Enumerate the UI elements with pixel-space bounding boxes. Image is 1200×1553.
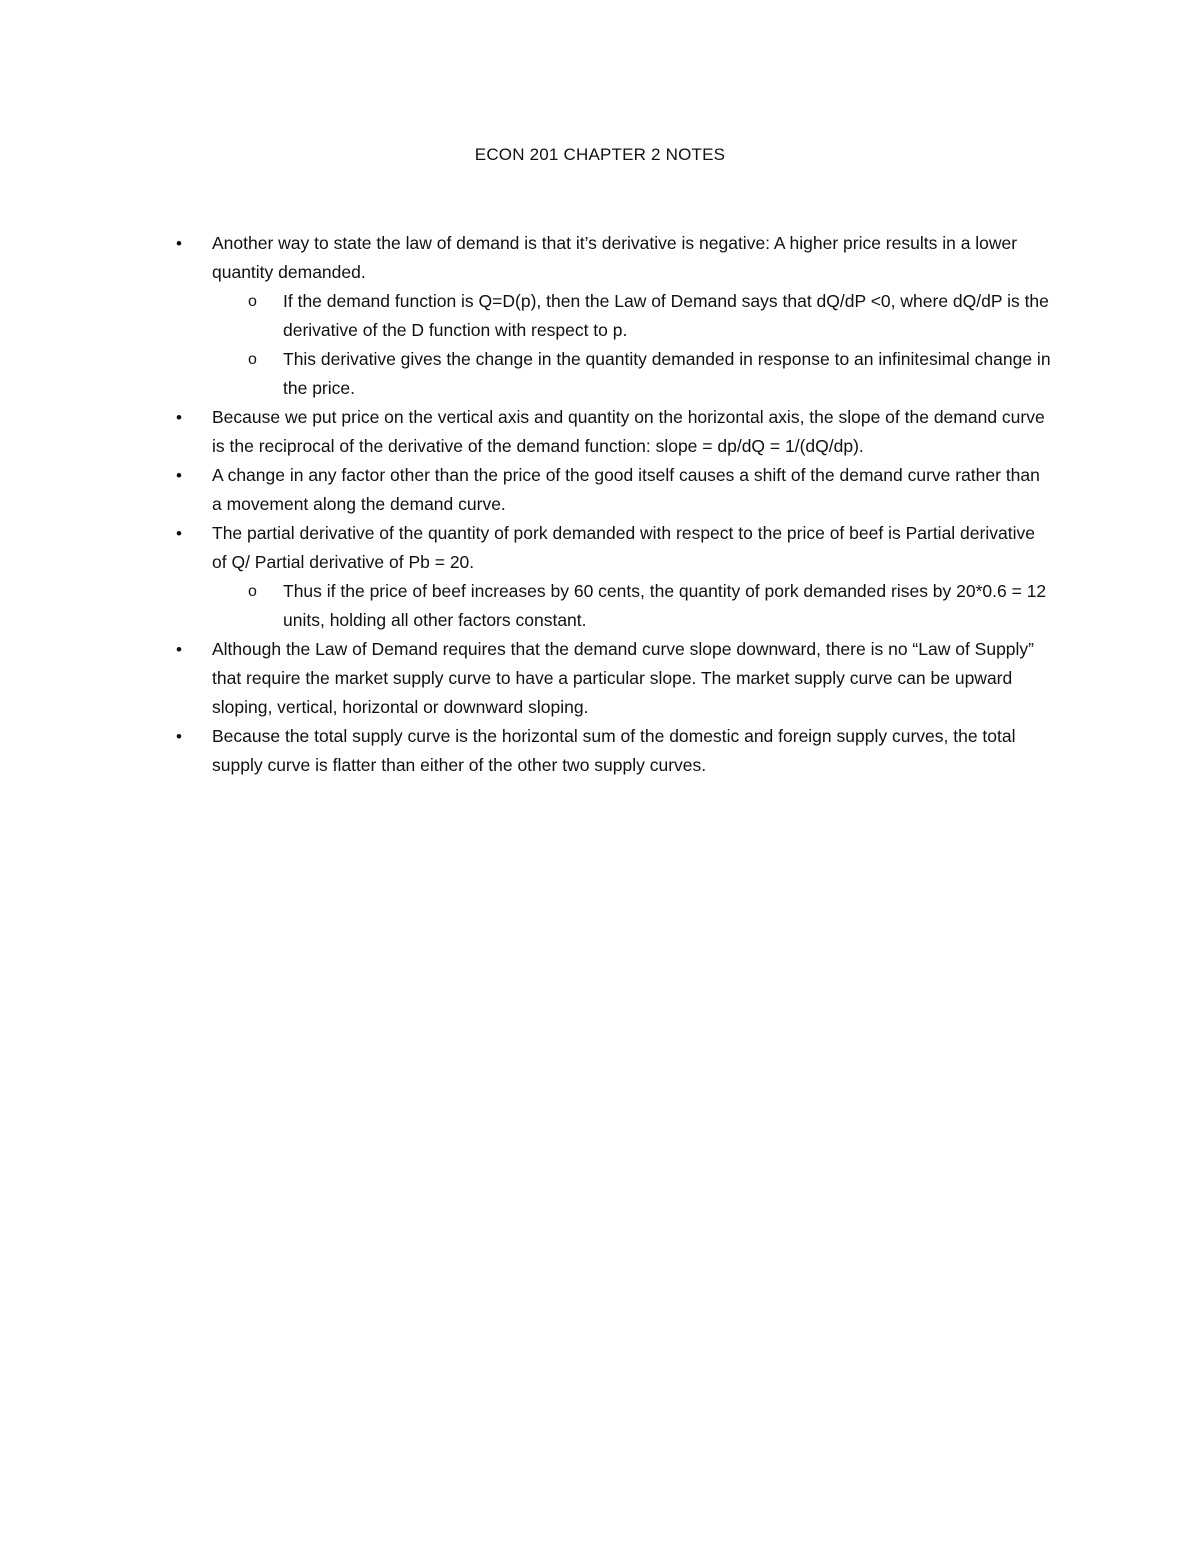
bullet-icon: • xyxy=(176,408,182,427)
sub-bullet-icon: o xyxy=(248,583,257,600)
list-item-text: The partial derivative of the quantity of pork demanded with respect to the price of beef is Partial derivative of Q/ Partial derivative of Pb = 20. xyxy=(212,523,1035,572)
sub-list-item-text: Thus if the price of beef increases by 60 cents, the quantity of pork demanded rises by 20*0.6 = 12 units, holding all other factors constant. xyxy=(283,581,1047,630)
bullet-icon: • xyxy=(176,727,182,746)
list-item xyxy=(0,519,1052,577)
bullet-icon: • xyxy=(176,640,182,659)
list-item-text: A change in any factor other than the price of the good itself causes a shift of the demand curve rather than a movement along the demand curve. xyxy=(212,465,1040,514)
bullet-icon: • xyxy=(176,524,182,543)
list-item-text: Because the total supply curve is the horizontal sum of the domestic and foreign supply curves, the total supply curve is flatter than either of the other two supply curves. xyxy=(212,726,1016,775)
list-item-text: Another way to state the law of demand is that it’s derivative is negative: A higher price results in a lower quantity demanded. xyxy=(212,233,1018,282)
page-title: ECON 201 CHAPTER 2 NOTES xyxy=(474,145,726,164)
sub-list-item-text: If the demand function is Q=D(p), then the Law of Demand says that dQ/dP <0, where dQ/dP is the derivative of the D function with respect to p. xyxy=(283,291,1049,340)
bullet-icon: • xyxy=(176,234,182,253)
list-item xyxy=(0,635,1052,722)
sub-list-item xyxy=(0,287,1053,345)
sub-list-item xyxy=(0,345,1053,403)
list-item xyxy=(0,229,1052,287)
list-item xyxy=(0,403,1052,461)
sub-bullet-icon: o xyxy=(248,351,257,368)
sub-list-item xyxy=(0,577,1053,635)
sub-bullet-icon: o xyxy=(248,293,257,310)
bullet-icon: • xyxy=(176,466,182,485)
list-item-text: Although the Law of Demand requires that the demand curve slope downward, there is no “Law of Supply” that require the market supply curve to have a particular slope. The market supply curve can be upward sloping, vertical, horizontal or downward sloping. xyxy=(212,639,1035,717)
list-item-text: Because we put price on the vertical axis and quantity on the horizontal axis, the slope of the demand curve is the reciprocal of the derivative of the demand function: slope = dp/dQ = 1/(dQ/dp). xyxy=(212,407,1045,456)
sub-list-item-text: This derivative gives the change in the quantity demanded in response to an infinitesimal change in the price. xyxy=(283,349,1051,398)
list-item xyxy=(0,461,1052,519)
list-item xyxy=(0,722,1052,780)
notes-list xyxy=(0,229,1200,780)
